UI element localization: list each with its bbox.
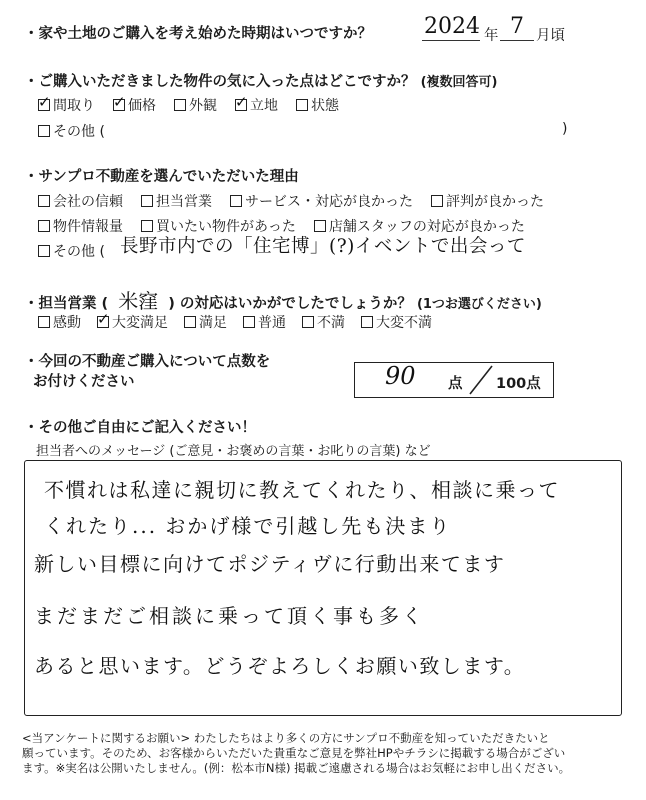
question-label: ・その他ご自由にご記入ください！ (24, 420, 256, 436)
comment-line-1: 不慣れは私達に親切に教えてくれたり、相談に乗って (44, 478, 560, 502)
question-free-comment (24, 416, 256, 437)
comment-line-3: 新しい目標に向けてポジティヴに行動出来てます (34, 552, 506, 576)
rating-options (38, 312, 432, 332)
option-impressed[interactable]: 感動 (38, 312, 81, 332)
option-company-trust[interactable]: 会社の信頼 (38, 191, 123, 211)
option-exterior[interactable]: 外観 (174, 95, 217, 115)
year-underline (422, 40, 480, 41)
option-satisfied[interactable]: 満足 (184, 312, 227, 332)
checkbox[interactable] (314, 220, 326, 232)
footer-line-1: <当アンケートに関するお願い> わたしたちはより多くの方にサンプロ不動産を知っていただきたいと (22, 731, 550, 745)
checkbox[interactable] (184, 316, 196, 328)
option-wanted-property[interactable]: 買いたい物件があった (141, 216, 296, 236)
footer-notice (22, 731, 570, 776)
checkbox[interactable] (296, 99, 308, 111)
question-purchase-timing (24, 22, 372, 43)
option-price[interactable]: ✓ 価格 (113, 95, 156, 115)
checkbox[interactable] (235, 99, 247, 111)
question-label-prefix: ・担当営業 ( (24, 296, 109, 312)
other-close-paren: ) (562, 121, 568, 137)
option-sales-rep[interactable]: 担当営業 (141, 191, 212, 211)
question-label: ・ご購入いただきました物件の気に入った点はどこですか？ (24, 74, 416, 90)
option-other[interactable]: その他 ( (38, 121, 105, 141)
checkbox[interactable] (38, 99, 50, 111)
question-label: ・家や土地のご購入を考え始めた時期はいつですか？ (24, 26, 372, 42)
footer-line-2: 願っています。そのため、お客様からいただいた貴重なご意見を弊社HPやチラシに掲載する場合がござい (22, 746, 566, 760)
month-unit: 月頃 (536, 28, 565, 44)
answer-month[interactable]: 7 (510, 14, 524, 39)
question-note: (1つお選びください) (416, 297, 542, 312)
checkbox[interactable] (113, 99, 125, 111)
month-underline (500, 40, 534, 41)
option-very-satisfied[interactable]: ✓ 大変満足 (97, 312, 168, 332)
answer-year[interactable]: 2024 (424, 14, 480, 39)
checkbox[interactable] (38, 245, 50, 257)
question-score (24, 352, 270, 392)
option-condition[interactable]: 状態 (296, 95, 339, 115)
option-listing-volume[interactable]: 物件情報量 (38, 216, 123, 236)
option-location[interactable]: ✓ 立地 (235, 95, 278, 115)
option-service[interactable]: サービス・対応が良かった (230, 191, 413, 211)
score-unit: 点 (448, 376, 463, 392)
reason-option-other[interactable]: その他 ( (38, 241, 105, 261)
checkbox[interactable] (361, 316, 373, 328)
checkbox[interactable] (174, 99, 186, 111)
score-slash (466, 364, 496, 396)
option-dissatisfied[interactable]: 不満 (302, 312, 345, 332)
question-label: ・サンプロ不動産を選んでいただいた理由 (24, 169, 299, 185)
checkbox[interactable] (38, 316, 50, 328)
reason-other-text[interactable]: 長野市内での「住宅博」(?)イベントで出会って (120, 236, 526, 257)
option-normal[interactable]: 普通 (243, 312, 286, 332)
checkbox[interactable] (38, 220, 50, 232)
question-favorite-points (24, 70, 497, 91)
comment-sublabel: 担当者へのメッセージ (ご意見・お褒めの言葉・お叱りの言葉) など (36, 444, 431, 459)
year-unit: 年 (484, 28, 499, 44)
checkbox[interactable] (431, 195, 443, 207)
favorite-options (38, 95, 339, 115)
comment-line-4: まだまだご相談に乗って頂く事も多く (34, 604, 425, 628)
question-label-line1: ・今回の不動産ご購入について点数を (24, 354, 271, 370)
comment-line-2: くれたり... おかげ様で引越し先も決まり (44, 514, 452, 538)
question-reasons (24, 165, 299, 186)
staff-name[interactable]: 米窪 (118, 289, 159, 313)
checkbox[interactable] (38, 125, 50, 137)
comment-line-5: あると思います。どうぞよろしくお願い致します。 (34, 654, 526, 678)
checkbox[interactable] (243, 316, 255, 328)
question-note: (複数回答可) (420, 75, 498, 90)
option-very-dissatisfied[interactable]: 大変不満 (361, 312, 432, 332)
checkbox[interactable] (141, 220, 153, 232)
checkbox[interactable] (141, 195, 153, 207)
reason-options-row1 (38, 191, 544, 211)
checkbox[interactable] (230, 195, 242, 207)
question-label-suffix: ) の対応はいかがでしたでしょうか？ (168, 296, 412, 312)
option-store-staff[interactable]: 店舗スタッフの対応が良かった (314, 216, 525, 236)
score-value[interactable]: 90 (385, 362, 416, 390)
question-label-line2: お付けください (33, 374, 135, 390)
checkbox[interactable] (97, 316, 109, 328)
score-max: 100点 (496, 376, 541, 392)
option-reputation[interactable]: 評判が良かった (431, 191, 544, 211)
option-layout[interactable]: ✓間取り (38, 95, 95, 115)
footer-line-3: ます。※実名は公開いたしません。(例：松本市N様) 掲載ご遠慮される場合はお気軽にお申し出ください。 (22, 761, 571, 775)
checkbox[interactable] (38, 195, 50, 207)
checkbox[interactable] (302, 316, 314, 328)
